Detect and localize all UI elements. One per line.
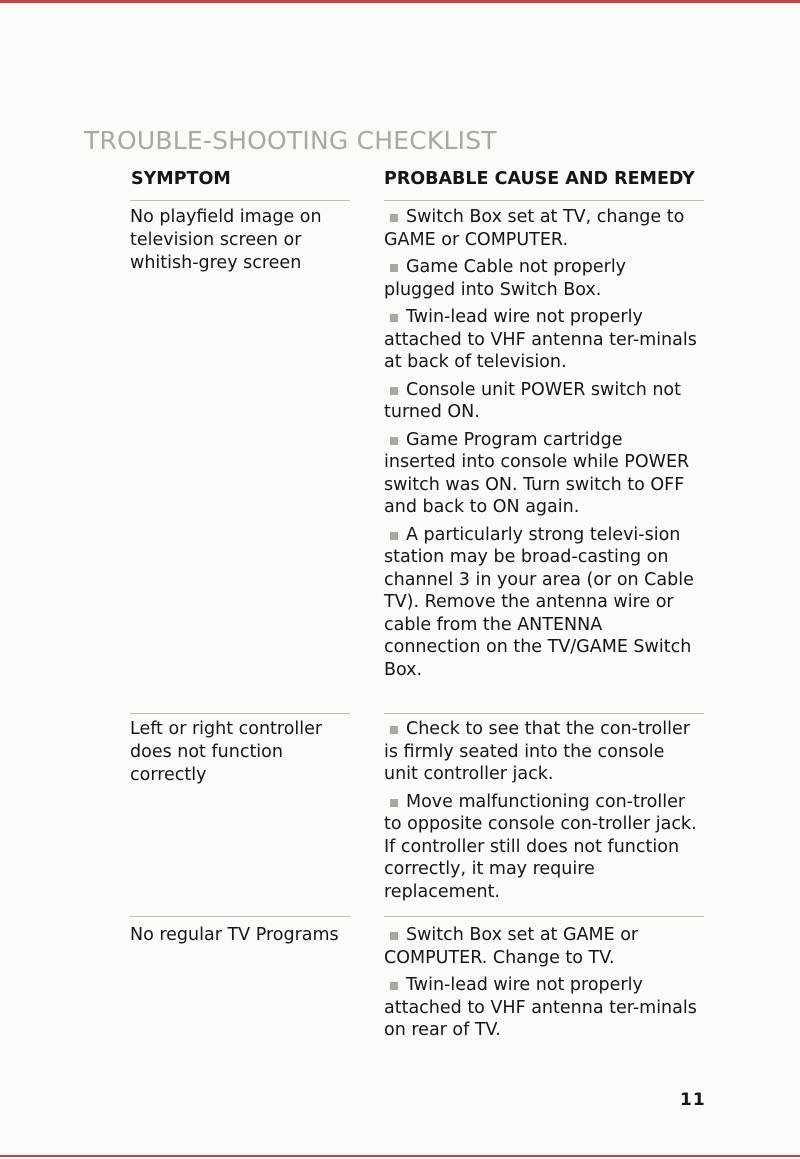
remedy-text: Move malfunctioning con-troller to opposite console con-troller jack. If controller still does not function correctly, it may require replacement. (384, 791, 697, 902)
remedy-item (384, 974, 699, 1042)
row-divider-remedy (384, 916, 704, 917)
remedy-item (384, 718, 699, 786)
square-bullet-icon (390, 726, 398, 734)
remedy-text: Switch Box set at GAME or COMPUTER. Change to TV. (384, 925, 639, 968)
symptom-cell: No playfield image on television screen or whitish-grey screen (130, 207, 322, 273)
remedy-item (384, 379, 699, 424)
remedy-item (384, 429, 699, 519)
square-bullet-icon (390, 437, 398, 445)
page-title: TROUBLE-SHOOTING CHECKLIST (84, 126, 497, 155)
square-bullet-icon (390, 214, 398, 222)
header-divider-remedy (384, 200, 704, 201)
square-bullet-icon (390, 532, 398, 540)
remedy-text: Game Cable not properly plugged into Switch Box. (384, 257, 627, 300)
square-bullet-icon (390, 314, 398, 322)
remedy-item (384, 524, 699, 682)
page-number: 11 (680, 1090, 706, 1110)
remedy-item (384, 256, 699, 301)
symptom-cell: No regular TV Programs (130, 925, 339, 945)
remedy-cell (384, 924, 699, 1047)
remedy-text: Game Program cartridge inserted into console while POWER switch was ON. Turn switch to OFF and back to ON again. (384, 429, 690, 517)
header-divider-symptom (130, 200, 350, 201)
remedy-text: Check to see that the con-troller is firmly seated into the console unit controller jack. (384, 719, 690, 784)
remedy-cell (384, 206, 699, 686)
remedy-item (384, 206, 699, 251)
top-edge-rule (0, 0, 800, 3)
remedy-cell (384, 718, 699, 908)
remedy-text: Twin-lead wire not properly attached to VHF antenna ter-minals on rear of TV. (384, 975, 697, 1040)
row-divider-remedy (384, 713, 704, 714)
remedy-item (384, 306, 699, 374)
row-divider-symptom (130, 916, 350, 917)
remedy-item (384, 791, 699, 904)
symptom-column-header: SYMPTOM (131, 169, 231, 189)
square-bullet-icon (390, 387, 398, 395)
square-bullet-icon (390, 264, 398, 272)
square-bullet-icon (390, 932, 398, 940)
remedy-text: Switch Box set at TV, change to GAME or COMPUTER. (384, 207, 685, 250)
bottom-edge-rule (0, 1155, 800, 1157)
remedy-text: A particularly strong televi-sion station may be broad-casting on channel 3 in your area (or on Cable TV). Remove the antenna wire or cable from the ANTENNA connection on the TV/GAME Switch Box. (384, 524, 694, 680)
square-bullet-icon (390, 982, 398, 990)
symptom-cell: Left or right controller does not function correctly (130, 719, 323, 785)
row-divider-symptom (130, 713, 350, 714)
remedy-column-header: PROBABLE CAUSE AND REMEDY (384, 169, 695, 189)
remedy-item (384, 924, 699, 969)
square-bullet-icon (390, 799, 398, 807)
remedy-text: Twin-lead wire not properly attached to VHF antenna ter-minals at back of television. (384, 307, 697, 372)
remedy-text: Console unit POWER switch not turned ON. (384, 379, 682, 422)
